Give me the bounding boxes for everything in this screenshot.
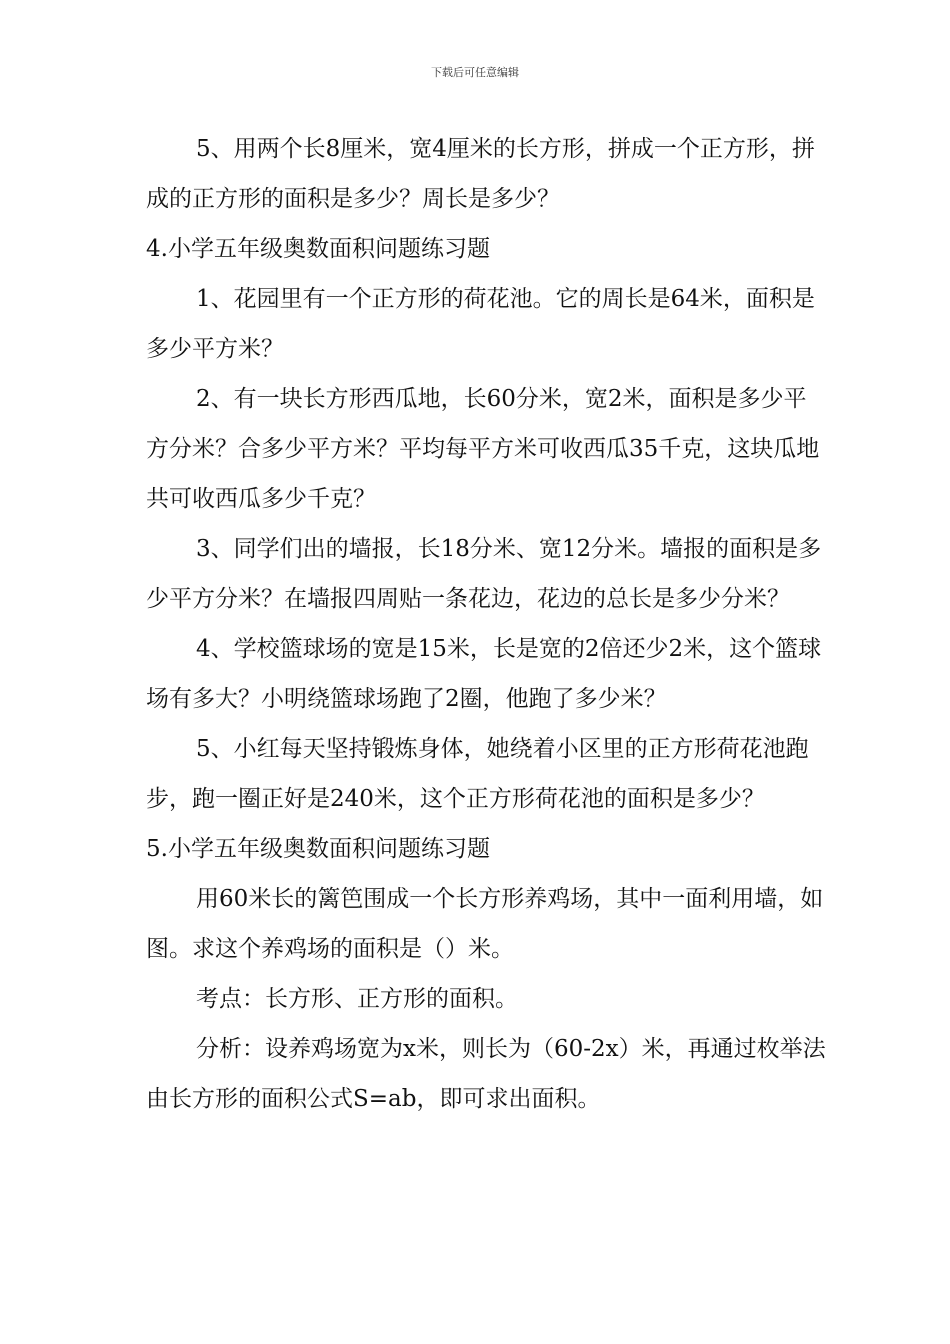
- section-4-question-3: 3、同学们出的墙报，长18分米、宽12分米。墙报的面积是多少平方分米？在墙报四周贴一条花边，花边的总长是多少分米？: [146, 536, 822, 612]
- section-4-question-1: 1、花园里有一个正方形的荷花池。它的周长是64米，面积是多少平方米？: [146, 286, 815, 362]
- section-5-point: 考点：长方形、正方形的面积。: [196, 986, 518, 1012]
- section-5-problem: 用60米长的篱笆围成一个长方形养鸡场，其中一面利用墙，如图。求这个养鸡场的面积是（）米。: [146, 886, 824, 962]
- section-4-question-2: 2、有一块长方形西瓜地，长60分米，宽2米，面积是多少平方分米？合多少平方米？平均每平方米可收西瓜35千克，这块瓜地共可收西瓜多少千克？: [146, 386, 820, 512]
- section-4-title: 4.小学五年级奥数面积问题练习题: [146, 236, 490, 262]
- section-5-analysis: 分析：设养鸡场宽为x米，则长为（60-2x）米，再通过枚举法由长方形的面积公式S=ab，即可求出面积。: [146, 1036, 826, 1112]
- section-4-question-5: 5、小红每天坚持锻炼身体，她绕着小区里的正方形荷花池跑步，跑一圈正好是240米，这个正方形荷花池的面积是多少？: [146, 736, 809, 812]
- page-header-note: 下载后可任意编辑: [431, 66, 519, 79]
- section-4-question-4: 4、学校篮球场的宽是15米，长是宽的2倍还少2米，这个篮球场有多大？小明绕篮球场跑了2圈，他跑了多少米？: [146, 636, 822, 712]
- document-body: [146, 124, 826, 1124]
- question-5-paragraph: 5、用两个长8厘米，宽4厘米的长方形，拼成一个正方形，拼成的正方形的面积是多少？周长是多少？: [146, 136, 815, 212]
- section-5-title: 5.小学五年级奥数面积问题练习题: [146, 836, 490, 862]
